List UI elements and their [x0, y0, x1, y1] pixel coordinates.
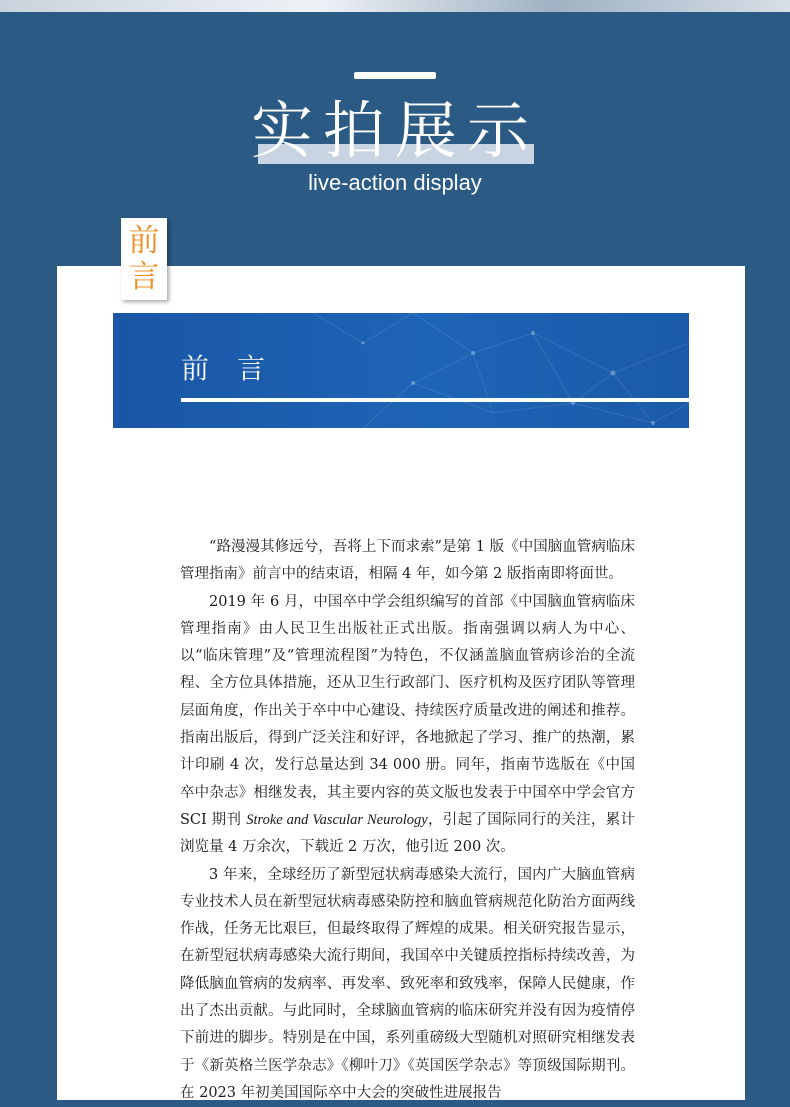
chapter-banner: [113, 313, 689, 428]
section-tag: [121, 218, 167, 300]
section-tag-char-1: 前: [128, 223, 160, 259]
title-accent-bar: [354, 72, 436, 79]
top-decorative-strip: [0, 0, 790, 12]
page-subtitle: live-action display: [308, 170, 482, 195]
preface-body: [180, 534, 635, 1107]
paragraph-2-part-1: 2019 年 6 月，中国卒中学会组织编写的首部《中国脑血管病临床管理指南》由人民卫生出版社正式出版。指南强调以病人为中心、以“临床管理”及“管理流程图”为特色，不仅涵盖脑血管病诊治的全流程、全方位具体措施，还从卫生行政部门、医疗机构及医疗团队等管理层面角度，作出关于卒中中心建设、持续医疗质量改进的阐述和推荐。指南出版后，得到广泛关注和好评，各地掀起了学习、推广的热潮，累计印刷 4 次，发行总量达到 34 000 册。同年，指南节选版在《中国卒中杂志》相继发表，其主要内容的英文版也发表于中国卒中学会官方 SCI 期刊: [180, 593, 635, 828]
paragraph-2-part-2: ，引起了国际同行的关注，累计浏览量 4 万余次，下载近 2 万次，他引近 200 次。: [180, 811, 635, 856]
paragraph-2: [180, 589, 635, 862]
banner-title: 前 言: [181, 352, 266, 385]
journal-name: Stroke and Vascular Neurology: [246, 811, 428, 828]
paragraph-3: 3 年来，全球经历了新型冠状病毒感染大流行，国内广大脑血管病专业技术人员在新型冠状病毒感染防控和脑血管病规范化防治方面两线作战，任务无比艰巨，但最终取得了辉煌的成果。相关研究报告显示，在新型冠状病毒感染大流行期间，我国卒中关键质控指标持续改善，为降低脑血管病的发病率、再发率、致死率和致残率，保障人民健康，作出了杰出贡献。与此同时，全球脑血管病的临床研究并没有因为疫情停下前进的脚步。特别是在中国，系列重磅级大型随机对照研究相继发表于《新英格兰医学杂志》《柳叶刀》《英国医学杂志》等顶级国际期刊。在 2023 年初美国国际卒中大会的突破性进展报告: [180, 866, 635, 1101]
section-tag-char-2: 言: [128, 259, 160, 295]
page-title: 实拍展示: [250, 94, 539, 167]
banner-rule: [181, 398, 689, 402]
paragraph-1: “路漫漫其修远兮，吾将上下而求索”是第 1 版《中国脑血管病临床管理指南》前言中的结束语，相隔 4 年，如今第 2 版指南即将面世。: [180, 539, 635, 583]
